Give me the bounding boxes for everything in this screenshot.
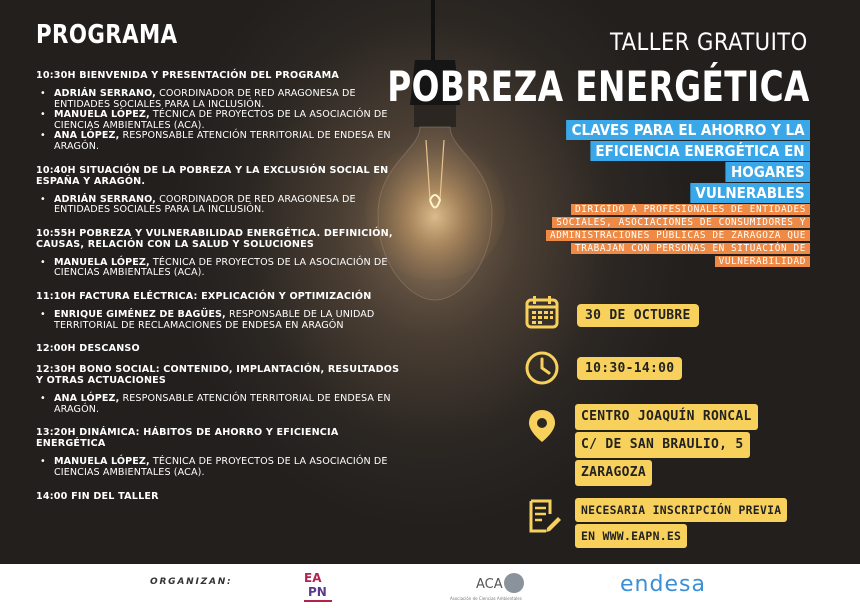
speaker-item [36,195,406,216]
slot-heading: 14:00 FIN DEL TALLER [36,490,159,502]
registration-line: NECESARIA INSCRIPCIÓN PREVIA [575,498,787,522]
location-line: C/ DE SAN BRAULIO, 5 [575,432,750,458]
slot-heading: 13:20H DINÁMICA: HÁBITOS DE AHORRO Y EFICIENCIA ENERGÉTICA [36,427,339,450]
subtitle-line: EFICIENCIA ENERGÉTICA EN HOGARES [590,141,810,182]
speaker-role: COORDINADOR DE RED ARAGONESA DE ENTIDADES SOCIALES PARA LA INCLUSIÓN. [54,193,356,216]
registration-block [575,498,787,550]
speaker-list [36,195,406,216]
slot-heading: 10:55H POBREZA Y VULNERABILIDAD ENERGÉTICA. DEFINICIÓN, CAUSAS, RELACIÓN CON LA SALUD Y SOLUCIONES [36,227,393,250]
schedule-slot [36,364,406,415]
eapn-logo-top: EA [304,571,322,585]
audience-line: ADMINISTRACIONES PÚBLICAS DE ZARAGOZA QUE [546,230,810,241]
speaker-name: ANA LÓPEZ, [54,393,120,405]
location-pin-icon [524,408,560,444]
form-edit-icon [526,498,562,534]
audience-note [500,203,810,268]
speaker-name: ANA LÓPEZ, [54,130,120,142]
schedule-slot [36,343,406,354]
program-title: PROGRAMA [36,20,178,50]
slot-heading: 11:10H FACTURA ELÉCTRICA: EXPLICACIÓN Y OPTIMIZACIÓN [36,290,372,302]
time-badge: 10:30-14:00 [577,357,682,380]
location-line: ZARAGOZA [575,460,652,486]
speaker-list [36,310,406,331]
audience-line: DIRIGIDO A PROFESIONALES DE ENTIDADES [571,204,810,215]
speaker-role: TÉCNICA DE PROYECTOS DE LA ASOCIACIÓN DE CIENCIAS AMBIENTALES (ACA). [54,256,388,279]
date-badge: 30 DE OCTUBRE [577,304,699,327]
speaker-item [36,258,406,279]
calendar-icon [524,294,560,330]
audience-line: VULNERABILIDAD [715,256,810,267]
speaker-list [36,89,406,153]
clock-icon [524,350,560,386]
schedule-slot [36,291,406,331]
eapn-logo [298,566,338,606]
speaker-item [36,131,406,152]
speaker-role: TÉCNICA DE PROYECTOS DE LA ASOCIACIÓN DE CIENCIAS AMBIENTALES (ACA). [54,109,388,131]
speaker-role: RESPONSABLE ATENCIÓN TERRITORIAL DE ENDESA EN ARAGÓN. [54,393,391,415]
speaker-role: TÉCNICA DE PROYECTOS DE LA ASOCIACIÓN DE CIENCIAS AMBIENTALES (ACA). [54,456,388,478]
audience-line: SOCIALES, ASOCIACIONES DE CONSUMIDORES Y [552,217,810,228]
speaker-name: MANUELA LÓPEZ, [54,109,150,121]
speaker-item [36,394,406,415]
speaker-list [36,457,406,478]
schedule-slot [36,491,406,502]
slot-heading: 10:40H SITUACIÓN DE LA POBREZA Y LA EXCLUSIÓN SOCIAL EN ESPAÑA Y ARAGÓN. [36,164,389,187]
event-kicker: TALLER GRATUITO [610,28,808,56]
schedule-slot [36,165,406,216]
aca-logo [448,570,528,604]
registration-line: EN WWW.EAPN.ES [575,524,687,548]
speaker-list [36,394,406,415]
event-subtitle [520,120,810,204]
schedule-slot [36,228,406,279]
speaker-list [36,258,406,279]
eapn-logo-bottom: PN [308,585,327,599]
endesa-logo: endesa [620,572,706,597]
slot-heading: 12:00H DESCANSO [36,343,140,355]
subtitle-line: CLAVES PARA EL AHORRO Y LA [566,120,810,140]
speaker-item [36,110,406,131]
speaker-item [36,310,406,331]
footer [0,564,860,608]
speaker-name: MANUELA LÓPEZ, [54,256,150,268]
event-title: POBREZA ENERGÉTICA [387,62,810,111]
location-line: CENTRO JOAQUÍN RONCAL [575,404,758,430]
speaker-item [36,89,406,110]
speaker-item [36,457,406,478]
slot-heading: 12:30H BONO SOCIAL: CONTENIDO, IMPLANTACIÓN, RESULTADOS Y OTRAS ACTUACIONES [36,364,400,387]
slot-heading: 10:30H BIENVENIDA Y PRESENTACIÓN DEL PROGRAMA [36,70,339,81]
speaker-role: RESPONSABLE DE LA UNIDAD TERRITORIAL DE RECLAMACIONES DE ENDESA EN ARAGÓN [54,308,375,331]
organizers-label: ORGANIZAN: [150,577,233,587]
schedule-slot [36,427,406,478]
subtitle-line: VULNERABLES [690,183,810,203]
speaker-name: MANUELA LÓPEZ, [54,456,150,468]
audience-line: TRABAJAN CON PERSONAS EN SITUACIÓN DE [571,243,810,254]
speaker-name: ENRIQUE GIMÉNEZ DE BAGÜES, [54,308,226,320]
aca-logo-text: ACA [476,577,503,592]
speaker-name: ADRIÁN SERRANO, [54,88,156,99]
speaker-name: ADRIÁN SERRANO, [54,193,156,205]
aca-logo-caption: Asociación de Ciencias Ambientales [450,596,522,601]
speaker-role: COORDINADOR DE RED ARAGONESA DE ENTIDADES SOCIALES PARA LA INCLUSIÓN. [54,88,356,110]
location-block [575,404,758,488]
schedule-slot [36,70,406,153]
schedule [36,70,406,512]
speaker-role: RESPONSABLE ATENCIÓN TERRITORIAL DE ENDESA EN ARAGÓN. [54,130,391,152]
